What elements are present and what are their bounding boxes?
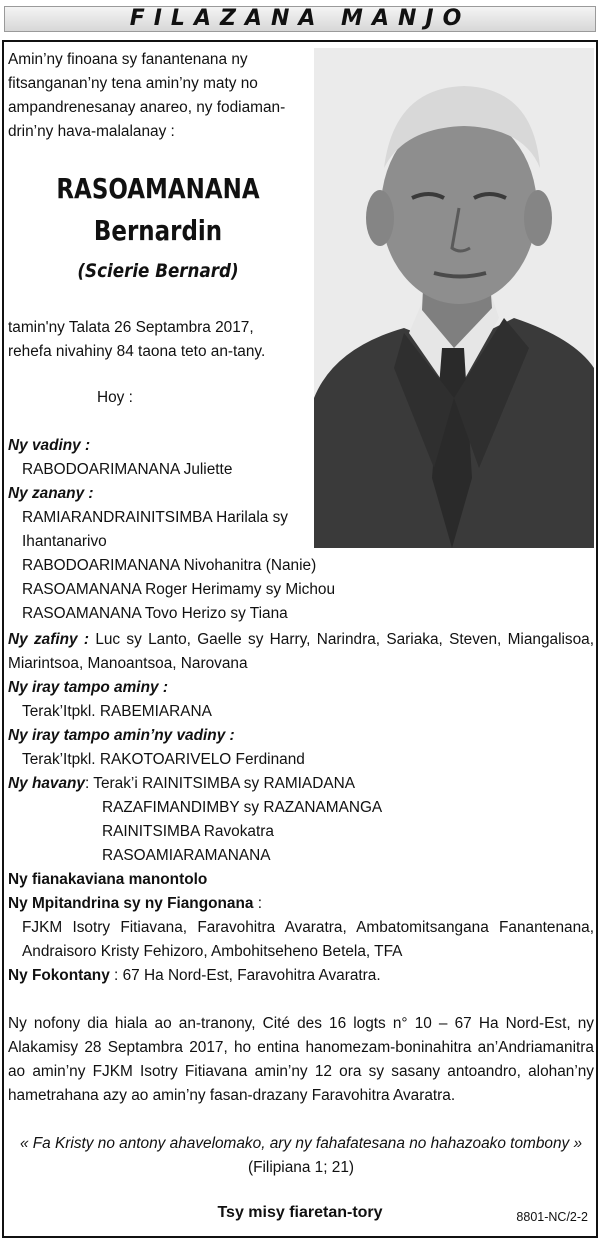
quote-reference: (Filipiana 1; 21) — [247, 1159, 355, 1176]
no-vigil-note: Tsy misy fiaretan-tory — [217, 1204, 383, 1221]
zanany-item-3: RASOAMANANA Roger Herimamy sy Michou — [22, 581, 336, 598]
tampo-vadiny-name: Terak’Itpkl. RAKOTOARIVELO Ferdinand — [22, 751, 305, 768]
vadiny-name: RABODOARIMANANA Juliette — [22, 461, 233, 478]
fianakaviana-label: Ny fianakaviana manontolo — [8, 871, 208, 888]
mpitandrina-label: Ny Mpitandrina sy ny Fiangonana — [8, 895, 254, 912]
funeral-paragraph: Ny nofony dia hiala ao an-tranony, Cité des 16 logts n° 10 – 67 Ha Nord-Est, ny Alakamisy 28 Septambra 2017, ho entina hanomezam-boninahitra an’Andriamanitra ao amin’ny FJKM Isotry Fitiavana amin’ny 12 ora sy sasany antoandro, alohan’ny hametrahana azy ao amin’ny fasan-drazany Faravohitra Avaratra. — [8, 1015, 594, 1104]
deceased-alias: (Scierie Bernard) — [77, 260, 239, 282]
deceased-surname: RASOAMANANA — [56, 172, 260, 205]
zanany-item-2: RABODOARIMANANA Nivohanitra (Nanie) — [22, 557, 317, 574]
havany-item-1: : Terak’i RAINITSIMBA sy RAMIADANA — [85, 775, 355, 792]
zafiny-label: Ny zafiny : — [8, 631, 90, 648]
quote-text: « Fa Kristy no antony ahavelomako, ary ny fahafatesana no hahazoako tombony » — [19, 1135, 583, 1152]
deceased-firstname: Bernardin — [93, 214, 223, 247]
havany-item-4: RASOAMIARAMANANA — [102, 847, 271, 864]
reference-code: 8801-NC/2-2 — [516, 1210, 588, 1224]
vadiny-label: Ny vadiny : — [8, 437, 91, 454]
zanany-label: Ny zanany : — [8, 485, 94, 502]
zanany-item-1b: Ihantanarivo — [22, 533, 107, 550]
header-title: FILAZANA MANJO — [129, 6, 471, 31]
tampo-vadiny-label: Ny iray tampo amin’ny vadiny : — [8, 727, 235, 744]
death-date-line: tamin'ny Talata 26 Septambra 2017, — [8, 319, 254, 336]
mpitandrina-list: FJKM Isotry Fitiavana, Faravohitra Avaratra, Ambatomitsangana Fanantenana, Andraisoro Kristy Fehizoro, Ambohitseheno Betela, TFA — [22, 919, 594, 960]
zafiny-paragraph — [8, 628, 594, 676]
tampo-label: Ny iray tampo aminy : — [8, 679, 168, 696]
mpitandrina-line — [8, 892, 262, 916]
tampo-name: Terak’Itpkl. RABEMIARANA — [22, 703, 212, 720]
havany-item-2: RAZAFIMANDIMBY sy RAZANAMANGA — [102, 799, 383, 816]
havany-item-3: RAINITSIMBA Ravokatra — [102, 823, 274, 840]
header-bar — [4, 6, 596, 32]
intro-text: Amin’ny finoana sy fanantenana ny fitsanganan’ny tena amin’ny maty no ampandrenesanay anareo, ny fodiaman-drin’ny hava-malalanay : — [8, 51, 286, 140]
mpitandrina-sep: : — [253, 895, 262, 912]
zanany-item-4: RASOAMANANA Tovo Herizo sy Tiana — [22, 605, 288, 622]
havany-label: Ny havany — [8, 775, 85, 792]
zafiny-names: Luc sy Lanto, Gaelle sy Harry, Narindra, Sariaka, Steven, Miangalisoa, Miarintsoa, Manoantsoa, Narovana — [8, 631, 594, 672]
header — [0, 0, 600, 40]
hoy-label: Hoy : — [97, 389, 133, 406]
zanany-item-1a: RAMIARANDRAINITSIMBA Harilala sy — [22, 509, 288, 526]
portrait-illustration — [314, 48, 594, 548]
death-age-line: rehefa nivahiny 84 taona teto an-tany. — [8, 343, 266, 360]
fokontany-value: : 67 Ha Nord-Est, Faravohitra Avaratra. — [109, 967, 381, 984]
fokontany-label: Ny Fokontany — [8, 967, 110, 984]
portrait-photo — [314, 48, 594, 548]
havany-line-1 — [8, 772, 355, 796]
scripture-quote — [8, 1132, 594, 1180]
fokontany-line — [8, 964, 381, 988]
